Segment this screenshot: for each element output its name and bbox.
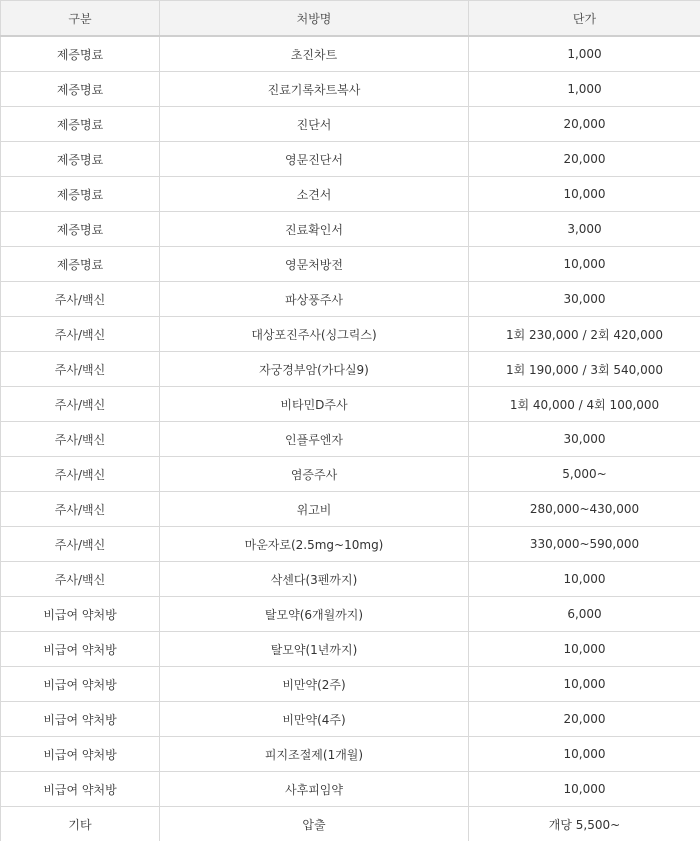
cell-category: 주사/백신 — [1, 492, 160, 527]
cell-category: 비급여 약처방 — [1, 702, 160, 737]
cell-category: 제증명료 — [1, 177, 160, 212]
cell-item-name: 자궁경부암(가다실9) — [160, 352, 469, 387]
cell-item-name: 진료확인서 — [160, 212, 469, 247]
cell-category: 주사/백신 — [1, 562, 160, 597]
table-row — [1, 492, 700, 527]
cell-item-name: 인플루엔자 — [160, 422, 469, 457]
cell-unit-price: 1회 40,000 / 4회 100,000 — [469, 387, 700, 422]
cell-unit-price: 1회 190,000 / 3회 540,000 — [469, 352, 700, 387]
table-row — [1, 72, 700, 107]
cell-unit-price: 1,000 — [469, 36, 700, 72]
table-row — [1, 387, 700, 422]
table-row — [1, 737, 700, 772]
cell-category: 비급여 약처방 — [1, 597, 160, 632]
cell-unit-price: 20,000 — [469, 142, 700, 177]
table-row — [1, 422, 700, 457]
cell-item-name: 염증주사 — [160, 457, 469, 492]
table-body — [1, 36, 700, 841]
table-row — [1, 527, 700, 562]
table-row — [1, 142, 700, 177]
table-row — [1, 36, 700, 72]
cell-item-name: 비만약(4주) — [160, 702, 469, 737]
table-row — [1, 562, 700, 597]
cell-item-name: 압출 — [160, 807, 469, 842]
cell-item-name: 진료기록차트복사 — [160, 72, 469, 107]
table-row — [1, 107, 700, 142]
cell-item-name: 비만약(2주) — [160, 667, 469, 702]
cell-category: 주사/백신 — [1, 422, 160, 457]
cell-unit-price: 5,000~ — [469, 457, 700, 492]
cell-category: 제증명료 — [1, 212, 160, 247]
cell-item-name: 사후피임약 — [160, 772, 469, 807]
cell-unit-price: 6,000 — [469, 597, 700, 632]
cell-item-name: 영문처방전 — [160, 247, 469, 282]
cell-category: 주사/백신 — [1, 352, 160, 387]
table-row — [1, 457, 700, 492]
cell-unit-price: 20,000 — [469, 107, 700, 142]
cell-category: 주사/백신 — [1, 282, 160, 317]
table-row — [1, 317, 700, 352]
cell-item-name: 비타민D주사 — [160, 387, 469, 422]
cell-category: 주사/백신 — [1, 387, 160, 422]
cell-item-name: 초진차트 — [160, 36, 469, 72]
table-row — [1, 212, 700, 247]
table-row — [1, 177, 700, 212]
cell-unit-price: 10,000 — [469, 667, 700, 702]
cell-category: 제증명료 — [1, 142, 160, 177]
table-header — [1, 1, 700, 37]
table-row — [1, 282, 700, 317]
table-row — [1, 807, 700, 842]
cell-item-name: 대상포진주사(싱그릭스) — [160, 317, 469, 352]
table-row — [1, 667, 700, 702]
cell-unit-price: 3,000 — [469, 212, 700, 247]
table-row — [1, 702, 700, 737]
cell-unit-price: 330,000~590,000 — [469, 527, 700, 562]
cell-item-name: 삭센다(3펜까지) — [160, 562, 469, 597]
cell-unit-price: 10,000 — [469, 772, 700, 807]
cell-unit-price: 10,000 — [469, 632, 700, 667]
cell-unit-price: 10,000 — [469, 737, 700, 772]
cell-item-name: 진단서 — [160, 107, 469, 142]
cell-category: 비급여 약처방 — [1, 632, 160, 667]
table-row — [1, 772, 700, 807]
cell-unit-price: 10,000 — [469, 562, 700, 597]
cell-item-name: 영문진단서 — [160, 142, 469, 177]
cell-item-name: 파상풍주사 — [160, 282, 469, 317]
cell-category: 기타 — [1, 807, 160, 842]
cell-item-name: 피지조절제(1개월) — [160, 737, 469, 772]
table-row — [1, 247, 700, 282]
cell-unit-price: 1회 230,000 / 2회 420,000 — [469, 317, 700, 352]
table-row — [1, 597, 700, 632]
cell-item-name: 탈모약(6개월까지) — [160, 597, 469, 632]
cell-unit-price: 30,000 — [469, 282, 700, 317]
cell-category: 주사/백신 — [1, 527, 160, 562]
cell-category: 제증명료 — [1, 107, 160, 142]
cell-category: 비급여 약처방 — [1, 737, 160, 772]
cell-category: 주사/백신 — [1, 457, 160, 492]
header-item-name: 처방명 — [160, 1, 469, 37]
cell-item-name: 마운자로(2.5mg~10mg) — [160, 527, 469, 562]
cell-category: 주사/백신 — [1, 317, 160, 352]
cell-item-name: 소견서 — [160, 177, 469, 212]
cell-category: 비급여 약처방 — [1, 667, 160, 702]
cell-item-name: 위고비 — [160, 492, 469, 527]
cell-category: 제증명료 — [1, 72, 160, 107]
cell-unit-price: 20,000 — [469, 702, 700, 737]
cell-unit-price: 10,000 — [469, 247, 700, 282]
cell-unit-price: 개당 5,500~ — [469, 807, 700, 842]
header-row — [1, 1, 700, 37]
cell-category: 비급여 약처방 — [1, 772, 160, 807]
table-row — [1, 352, 700, 387]
cell-category: 제증명료 — [1, 36, 160, 72]
cell-unit-price: 10,000 — [469, 177, 700, 212]
cell-item-name: 탈모약(1년까지) — [160, 632, 469, 667]
cell-unit-price: 280,000~430,000 — [469, 492, 700, 527]
header-category: 구분 — [1, 1, 160, 37]
cell-unit-price: 30,000 — [469, 422, 700, 457]
header-unit-price: 단가 — [469, 1, 700, 37]
cell-unit-price: 1,000 — [469, 72, 700, 107]
table-row — [1, 632, 700, 667]
cell-category: 제증명료 — [1, 247, 160, 282]
